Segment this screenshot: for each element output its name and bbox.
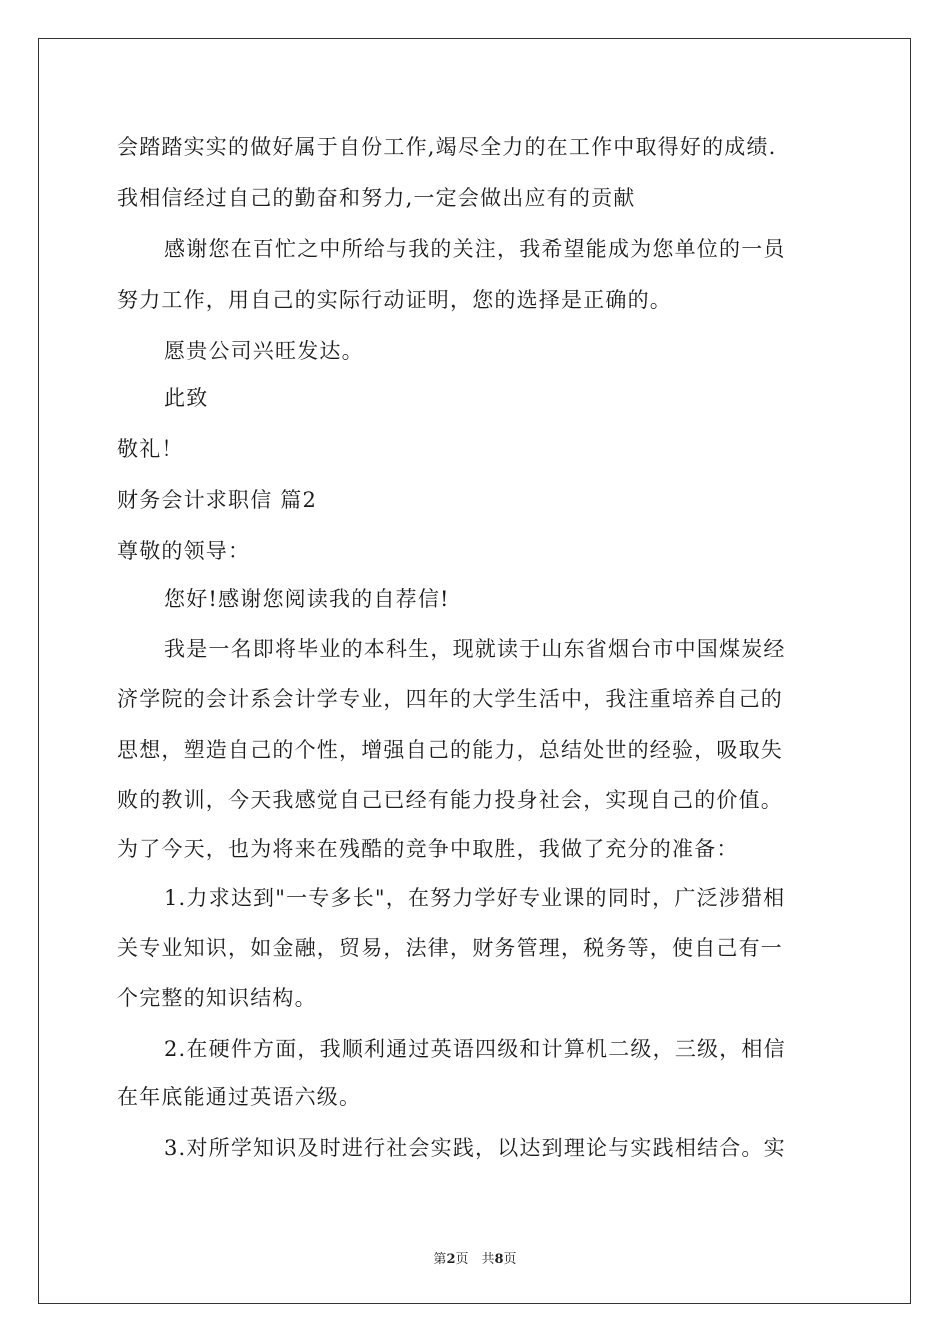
body-line: 思想，塑造自己的个性，增强自己的能力，总结处世的经验，吸取失	[117, 738, 783, 762]
list-item: 3.对所学知识及时进行社会实践，以达到理论与实践相结合。实	[164, 1136, 786, 1160]
page-total: 8	[494, 1252, 504, 1267]
page-mid: 页 共	[455, 1252, 495, 1267]
greeting: 尊敬的领导：	[117, 539, 251, 563]
body-line: 我相信经过自己的勤奋和努力,一定会做出应有的贡献	[117, 186, 636, 210]
body-line: 关专业知识，如金融，贸易，法律，财务管理，税务等，使自己有一	[117, 936, 783, 960]
page-prefix: 第	[433, 1252, 447, 1267]
body-line: 会踏踏实实的做好属于自份工作,竭尽全力的在工作中取得好的成绩.	[117, 135, 777, 159]
list-item: 1.力求达到"一专多长"，在努力学好专业课的同时，广泛涉猎相	[164, 886, 786, 910]
body-line: 在年底能通过英语六级。	[117, 1085, 362, 1109]
page-suffix: 页	[503, 1252, 517, 1267]
section-heading: 财务会计求职信 篇2	[117, 488, 318, 512]
closing-regards: 敬礼！	[117, 437, 184, 461]
body-line: 败的教训，今天我感觉自己已经有能力投身社会，实现自己的价值。	[117, 788, 783, 812]
body-line: 努力工作，用自己的实际行动证明，您的选择是正确的。	[117, 288, 672, 312]
body-line: 个完整的知识结构。	[117, 986, 317, 1010]
body-line: 愿贵公司兴旺发达。	[164, 339, 364, 363]
body-line: 济学院的会计系会计学专业，四年的大学生活中，我注重培养自己的	[117, 687, 783, 711]
body-line: 我是一名即将毕业的本科生，现就读于山东省烟台市中国煤炭经	[164, 637, 786, 661]
body-line: 为了今天，也为将来在残酷的竞争中取胜，我做了充分的准备：	[117, 837, 739, 861]
page-footer	[0, 1248, 950, 1267]
closing-salutation: 此致	[164, 386, 209, 410]
page-border	[38, 38, 911, 1304]
page-current: 2	[446, 1252, 456, 1267]
list-item: 2.在硬件方面，我顺利通过英语四级和计算机二级，三级，相信	[164, 1037, 786, 1061]
body-line: 感谢您在百忙之中所给与我的关注，我希望能成为您单位的一员	[164, 237, 786, 261]
body-line: 您好!感谢您阅读我的自荐信!	[164, 587, 450, 611]
